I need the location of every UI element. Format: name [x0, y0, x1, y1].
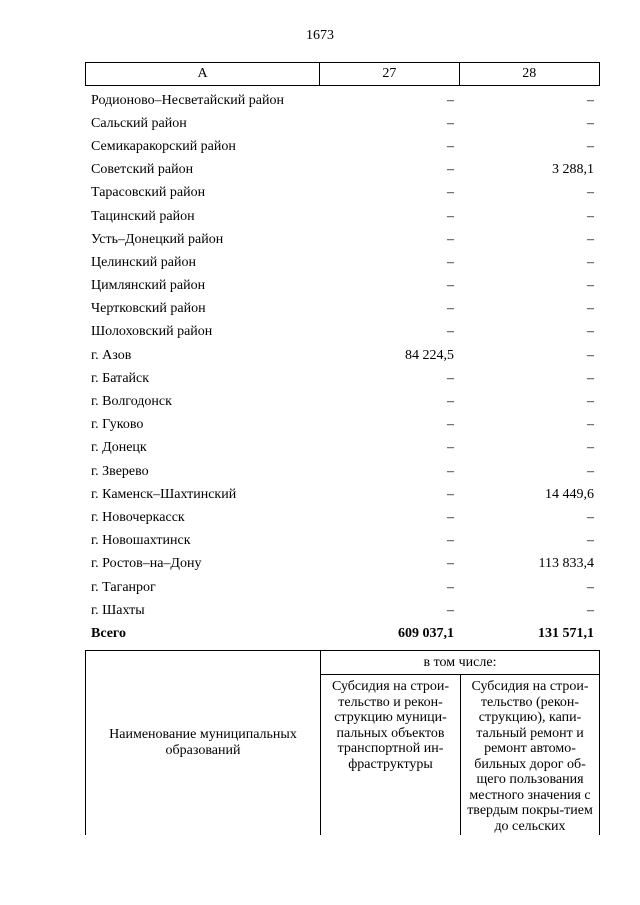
table-row	[85, 599, 600, 622]
value-28: –	[587, 440, 594, 456]
row-name: г. Волгодонск	[91, 394, 172, 410]
page-number: 1673	[306, 28, 334, 43]
row-name: Шолоховский район	[91, 324, 213, 340]
row-name: г. Каменск–Шахтинский	[91, 486, 237, 502]
row-name: Семикаракорский район	[91, 138, 236, 154]
value-27: –	[447, 556, 454, 572]
row-name: Цимлянский район	[91, 278, 206, 294]
table-row	[85, 530, 600, 553]
value-27: –	[447, 370, 454, 386]
table-row	[85, 112, 600, 135]
value-28: –	[587, 347, 594, 363]
value-28: –	[587, 254, 594, 270]
value-27: –	[447, 278, 454, 294]
row-name: Усть–Донецкий район	[91, 231, 224, 247]
value-28: 113 833,4	[538, 556, 594, 572]
value-28: –	[587, 115, 594, 131]
value-28: –	[587, 533, 594, 549]
row-name: г. Батайск	[91, 370, 150, 386]
table-row	[85, 275, 600, 298]
header-col-27: 27	[320, 63, 459, 85]
row-name: Родионово–Несветайский район	[91, 92, 284, 108]
value-28: –	[587, 208, 594, 224]
row-name: Сальский район	[91, 115, 187, 131]
value-27: –	[447, 417, 454, 433]
value-28: –	[587, 394, 594, 410]
value-28: –	[587, 301, 594, 317]
value-27: –	[447, 92, 454, 108]
value-28: –	[587, 278, 594, 294]
value-27: 609 037,1	[398, 625, 454, 641]
table-row	[85, 89, 600, 112]
value-28: 131 571,1	[538, 625, 594, 641]
table-row	[85, 228, 600, 251]
value-27: –	[447, 185, 454, 201]
value-28: –	[587, 324, 594, 340]
subsidy-roads-header: Субсидия на строи-тельство (рекон-струкцию), капи-тальный ремонт и ремонт автомо-бильных дорог об-щего пользования местного значения с твердым покры-тием до сельских	[467, 679, 593, 834]
row-name: Целинский район	[91, 254, 196, 270]
municipality-name-header: Наименование муниципальных образований	[86, 651, 321, 835]
row-name: г. Шахты	[91, 602, 145, 618]
table-row	[85, 321, 600, 344]
table-row	[85, 506, 600, 529]
value-27: –	[447, 463, 454, 479]
value-27: –	[447, 579, 454, 595]
value-27: –	[447, 602, 454, 618]
value-27: 84 224,5	[405, 347, 454, 363]
table-row	[85, 553, 600, 576]
row-name: г. Новочеркасск	[91, 509, 185, 525]
row-name: Чертковский район	[91, 301, 206, 317]
value-28: –	[587, 509, 594, 525]
value-27: –	[447, 254, 454, 270]
table-row	[85, 182, 600, 205]
table-header	[85, 62, 600, 86]
value-27: –	[447, 162, 454, 178]
value-27: –	[447, 486, 454, 502]
table-row	[85, 460, 600, 483]
table-row	[85, 251, 600, 274]
table-row	[85, 576, 600, 599]
table-row	[85, 135, 600, 158]
value-28: –	[587, 370, 594, 386]
row-name: Тарасовский район	[91, 185, 206, 201]
subsidy-transport-header: Субсидия на строи-тельство и рекон-струкцию муници-пальных объектов транспортной ин-фраструктуры	[321, 675, 461, 835]
header-col-a: А	[86, 63, 320, 85]
table-row	[85, 367, 600, 390]
row-name: г. Донецк	[91, 440, 147, 456]
table-body	[85, 89, 600, 646]
total-row	[85, 622, 600, 645]
row-name: г. Азов	[91, 347, 132, 363]
value-28: 14 449,6	[545, 486, 594, 502]
value-28: –	[587, 463, 594, 479]
table-row	[85, 437, 600, 460]
value-27: –	[447, 440, 454, 456]
value-27: –	[447, 301, 454, 317]
value-27: –	[447, 533, 454, 549]
table-row	[85, 159, 600, 182]
value-28: 3 288,1	[552, 162, 594, 178]
value-28: –	[587, 138, 594, 154]
value-27: –	[447, 324, 454, 340]
value-28: –	[587, 231, 594, 247]
row-name: г. Ростов–на–Дону	[91, 556, 202, 572]
row-name: г. Новошахтинск	[91, 533, 191, 549]
value-27: –	[447, 138, 454, 154]
value-27: –	[447, 394, 454, 410]
table-row	[85, 298, 600, 321]
header-col-28: 28	[522, 66, 537, 81]
row-name: г. Гуково	[91, 417, 144, 433]
row-name: г. Таганрог	[91, 579, 156, 595]
value-28: –	[587, 417, 594, 433]
row-name: г. Зверево	[91, 463, 149, 479]
value-27: –	[447, 115, 454, 131]
table-row	[85, 414, 600, 437]
including-header: в том числе:	[321, 651, 599, 675]
value-27: –	[447, 509, 454, 525]
table-row	[85, 483, 600, 506]
second-table-header	[85, 650, 600, 835]
table-row	[85, 344, 600, 367]
value-27: –	[447, 231, 454, 247]
value-28: –	[587, 602, 594, 618]
value-27: –	[447, 208, 454, 224]
row-name: Советский район	[91, 162, 194, 178]
row-name: Всего	[91, 625, 126, 641]
value-28: –	[587, 92, 594, 108]
row-name: Тацинский район	[91, 208, 195, 224]
table-row	[85, 390, 600, 413]
value-28: –	[587, 185, 594, 201]
table-row	[85, 205, 600, 228]
value-28: –	[587, 579, 594, 595]
